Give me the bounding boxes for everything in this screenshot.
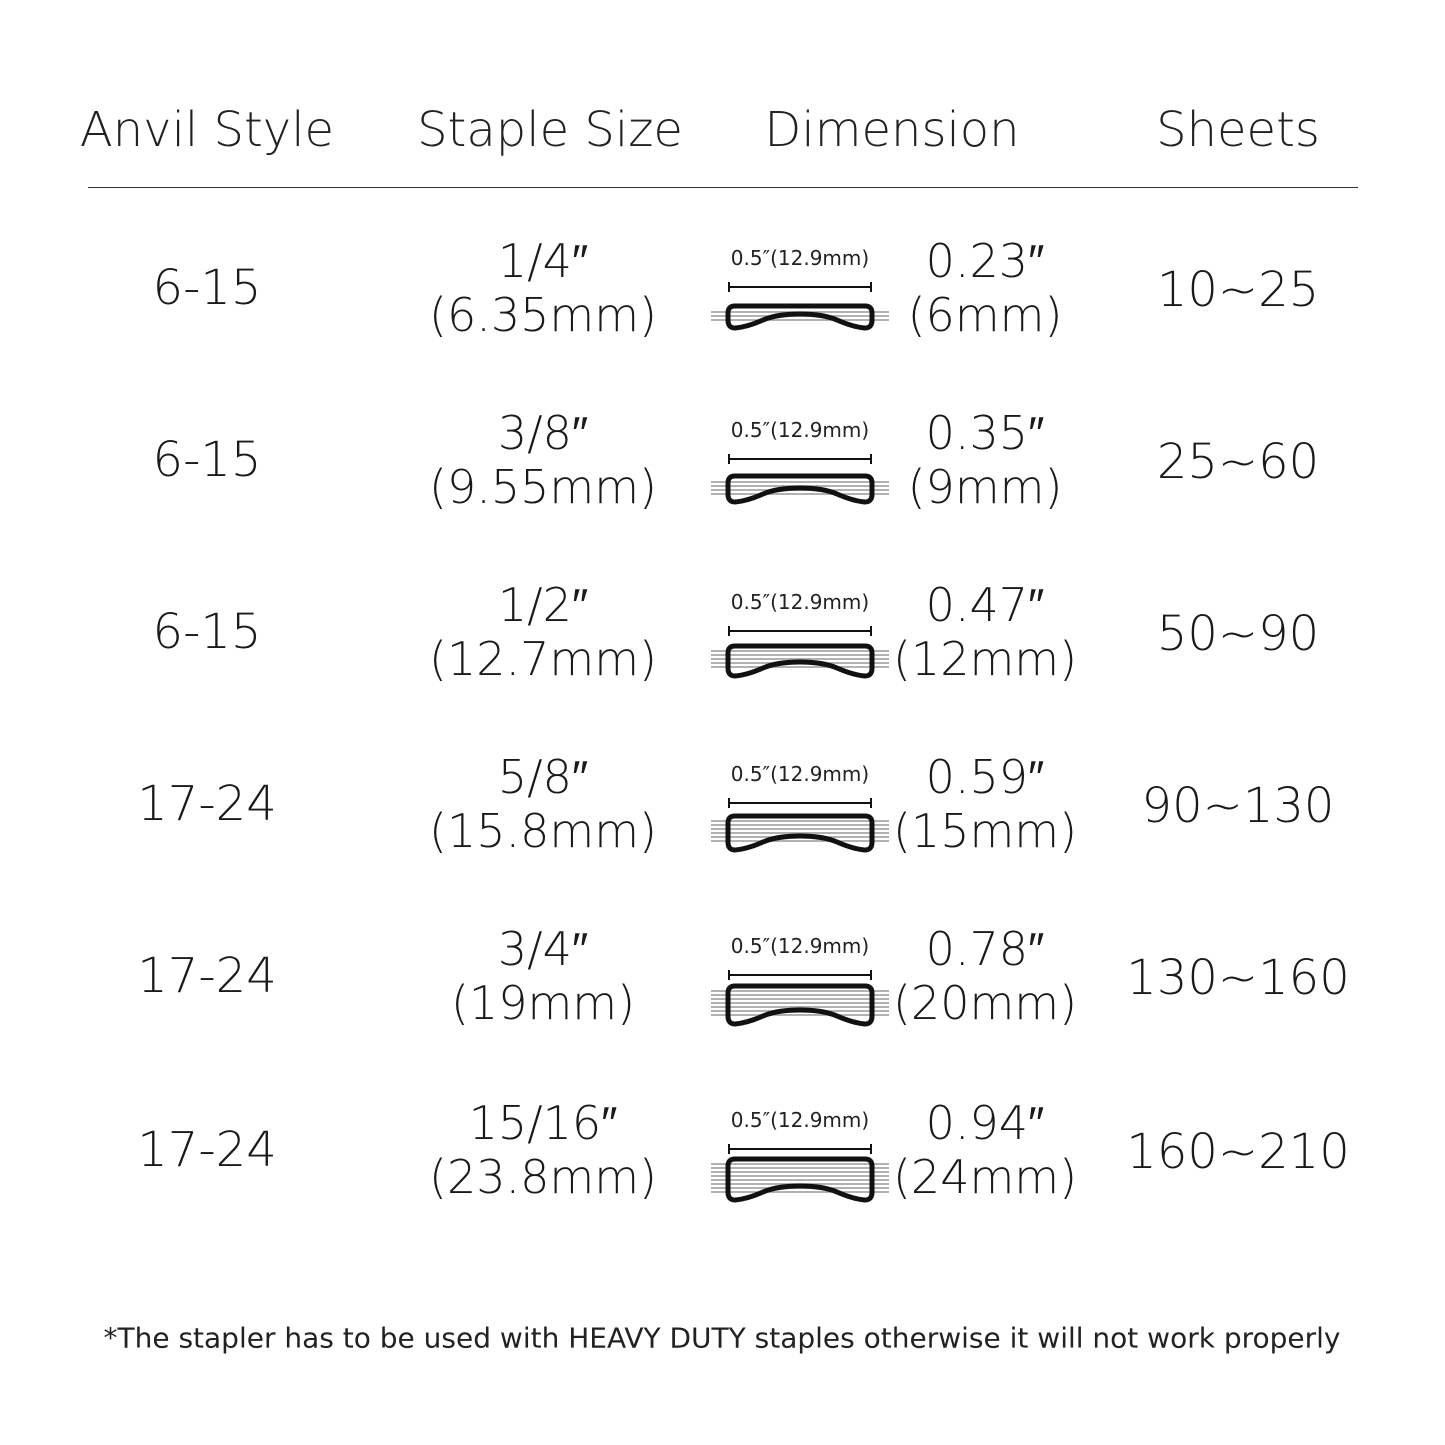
staple-size-mm: (15.8mm) (429, 804, 657, 858)
dimension-cell (908, 406, 1063, 514)
anvil-style-cell: 17-24 (137, 1122, 277, 1178)
dimension-inches: 0.35″ (925, 406, 1045, 460)
dimension-mm: (24mm) (892, 1150, 1078, 1204)
sheets-cell: 160~210 (1126, 1124, 1350, 1180)
sheets-cell: 50~90 (1156, 606, 1320, 662)
table-row (0, 1092, 1445, 1252)
staple-size-inches: 15/16″ (468, 1096, 618, 1150)
sheets-cell: 25~60 (1156, 434, 1320, 490)
dimension-mm: (6mm) (907, 288, 1063, 342)
staple-size-inches: 1/2″ (497, 578, 589, 632)
staple-size-cell (451, 922, 635, 1030)
staple-size-inches: 5/8″ (497, 750, 589, 804)
sheets-cell: 10~25 (1156, 262, 1320, 318)
staple-size-cell (429, 750, 657, 858)
table-row (0, 574, 1445, 734)
staple-size-cell (429, 1096, 657, 1204)
staple-width-label: 0.5″(12.9mm) (730, 246, 870, 270)
staple-size-mm: (19mm) (450, 976, 636, 1030)
staple-diagram-icon (705, 958, 895, 1028)
dimension-mm: (20mm) (892, 976, 1078, 1030)
table-row (0, 230, 1445, 390)
staple-width-label: 0.5″(12.9mm) (730, 590, 870, 614)
staple-size-mm: (23.8mm) (429, 1150, 657, 1204)
sheets-cell: 130~160 (1126, 950, 1350, 1006)
dimension-inches: 0.78″ (925, 922, 1045, 976)
staple-width-label: 0.5″(12.9mm) (730, 934, 870, 958)
staple-diagram-icon (705, 614, 895, 684)
staple-size-mm: (12.7mm) (429, 632, 657, 686)
dimension-inches: 0.23″ (925, 234, 1045, 288)
dimension-mm: (9mm) (907, 460, 1063, 514)
staple-size-inches: 3/8″ (497, 406, 589, 460)
dimension-cell (893, 578, 1077, 686)
anvil-style-cell: 6-15 (152, 432, 262, 488)
dimension-cell (893, 750, 1077, 858)
dimension-inches: 0.47″ (925, 578, 1045, 632)
staple-width-label: 0.5″(12.9mm) (730, 762, 870, 786)
anvil-style-cell: 6-15 (152, 260, 262, 316)
staple-size-cell (429, 578, 657, 686)
dimension-inches: 0.59″ (925, 750, 1045, 804)
staple-size-cell (429, 234, 657, 342)
dimension-mm: (15mm) (892, 804, 1078, 858)
anvil-style-cell: 17-24 (137, 776, 277, 832)
staple-diagram-icon (705, 270, 895, 340)
header-divider (88, 187, 1358, 188)
dimension-inches: 0.94″ (925, 1096, 1045, 1150)
staple-size-inches: 3/4″ (497, 922, 589, 976)
staple-size-mm: (9.55mm) (429, 460, 657, 514)
anvil-style-cell: 6-15 (152, 604, 262, 660)
dimension-cell (893, 922, 1077, 1030)
table-row (0, 918, 1445, 1078)
sheets-cell: 90~130 (1141, 778, 1335, 834)
anvil-style-cell: 17-24 (137, 948, 277, 1004)
header-anvil-style: Anvil Style (79, 102, 335, 158)
dimension-mm: (12mm) (892, 632, 1078, 686)
staple-diagram-icon (705, 442, 895, 512)
staple-width-label: 0.5″(12.9mm) (730, 1108, 870, 1132)
header-staple-size: Staple Size (417, 102, 683, 158)
staple-width-label: 0.5″(12.9mm) (730, 418, 870, 442)
staple-size-inches: 1/4″ (497, 234, 589, 288)
dimension-cell (908, 234, 1063, 342)
table-row (0, 746, 1445, 906)
staple-size-cell (429, 406, 657, 514)
footnote: *The stapler has to be used with HEAVY DUTY staples otherwise it will not work properly (103, 1321, 1341, 1355)
staple-size-mm: (6.35mm) (429, 288, 657, 342)
staple-diagram-icon (705, 786, 895, 856)
header-sheets: Sheets (1156, 102, 1320, 158)
table-row (0, 402, 1445, 562)
staple-diagram-icon (705, 1132, 895, 1204)
header-dimension: Dimension (764, 102, 1020, 158)
dimension-cell (893, 1096, 1077, 1204)
